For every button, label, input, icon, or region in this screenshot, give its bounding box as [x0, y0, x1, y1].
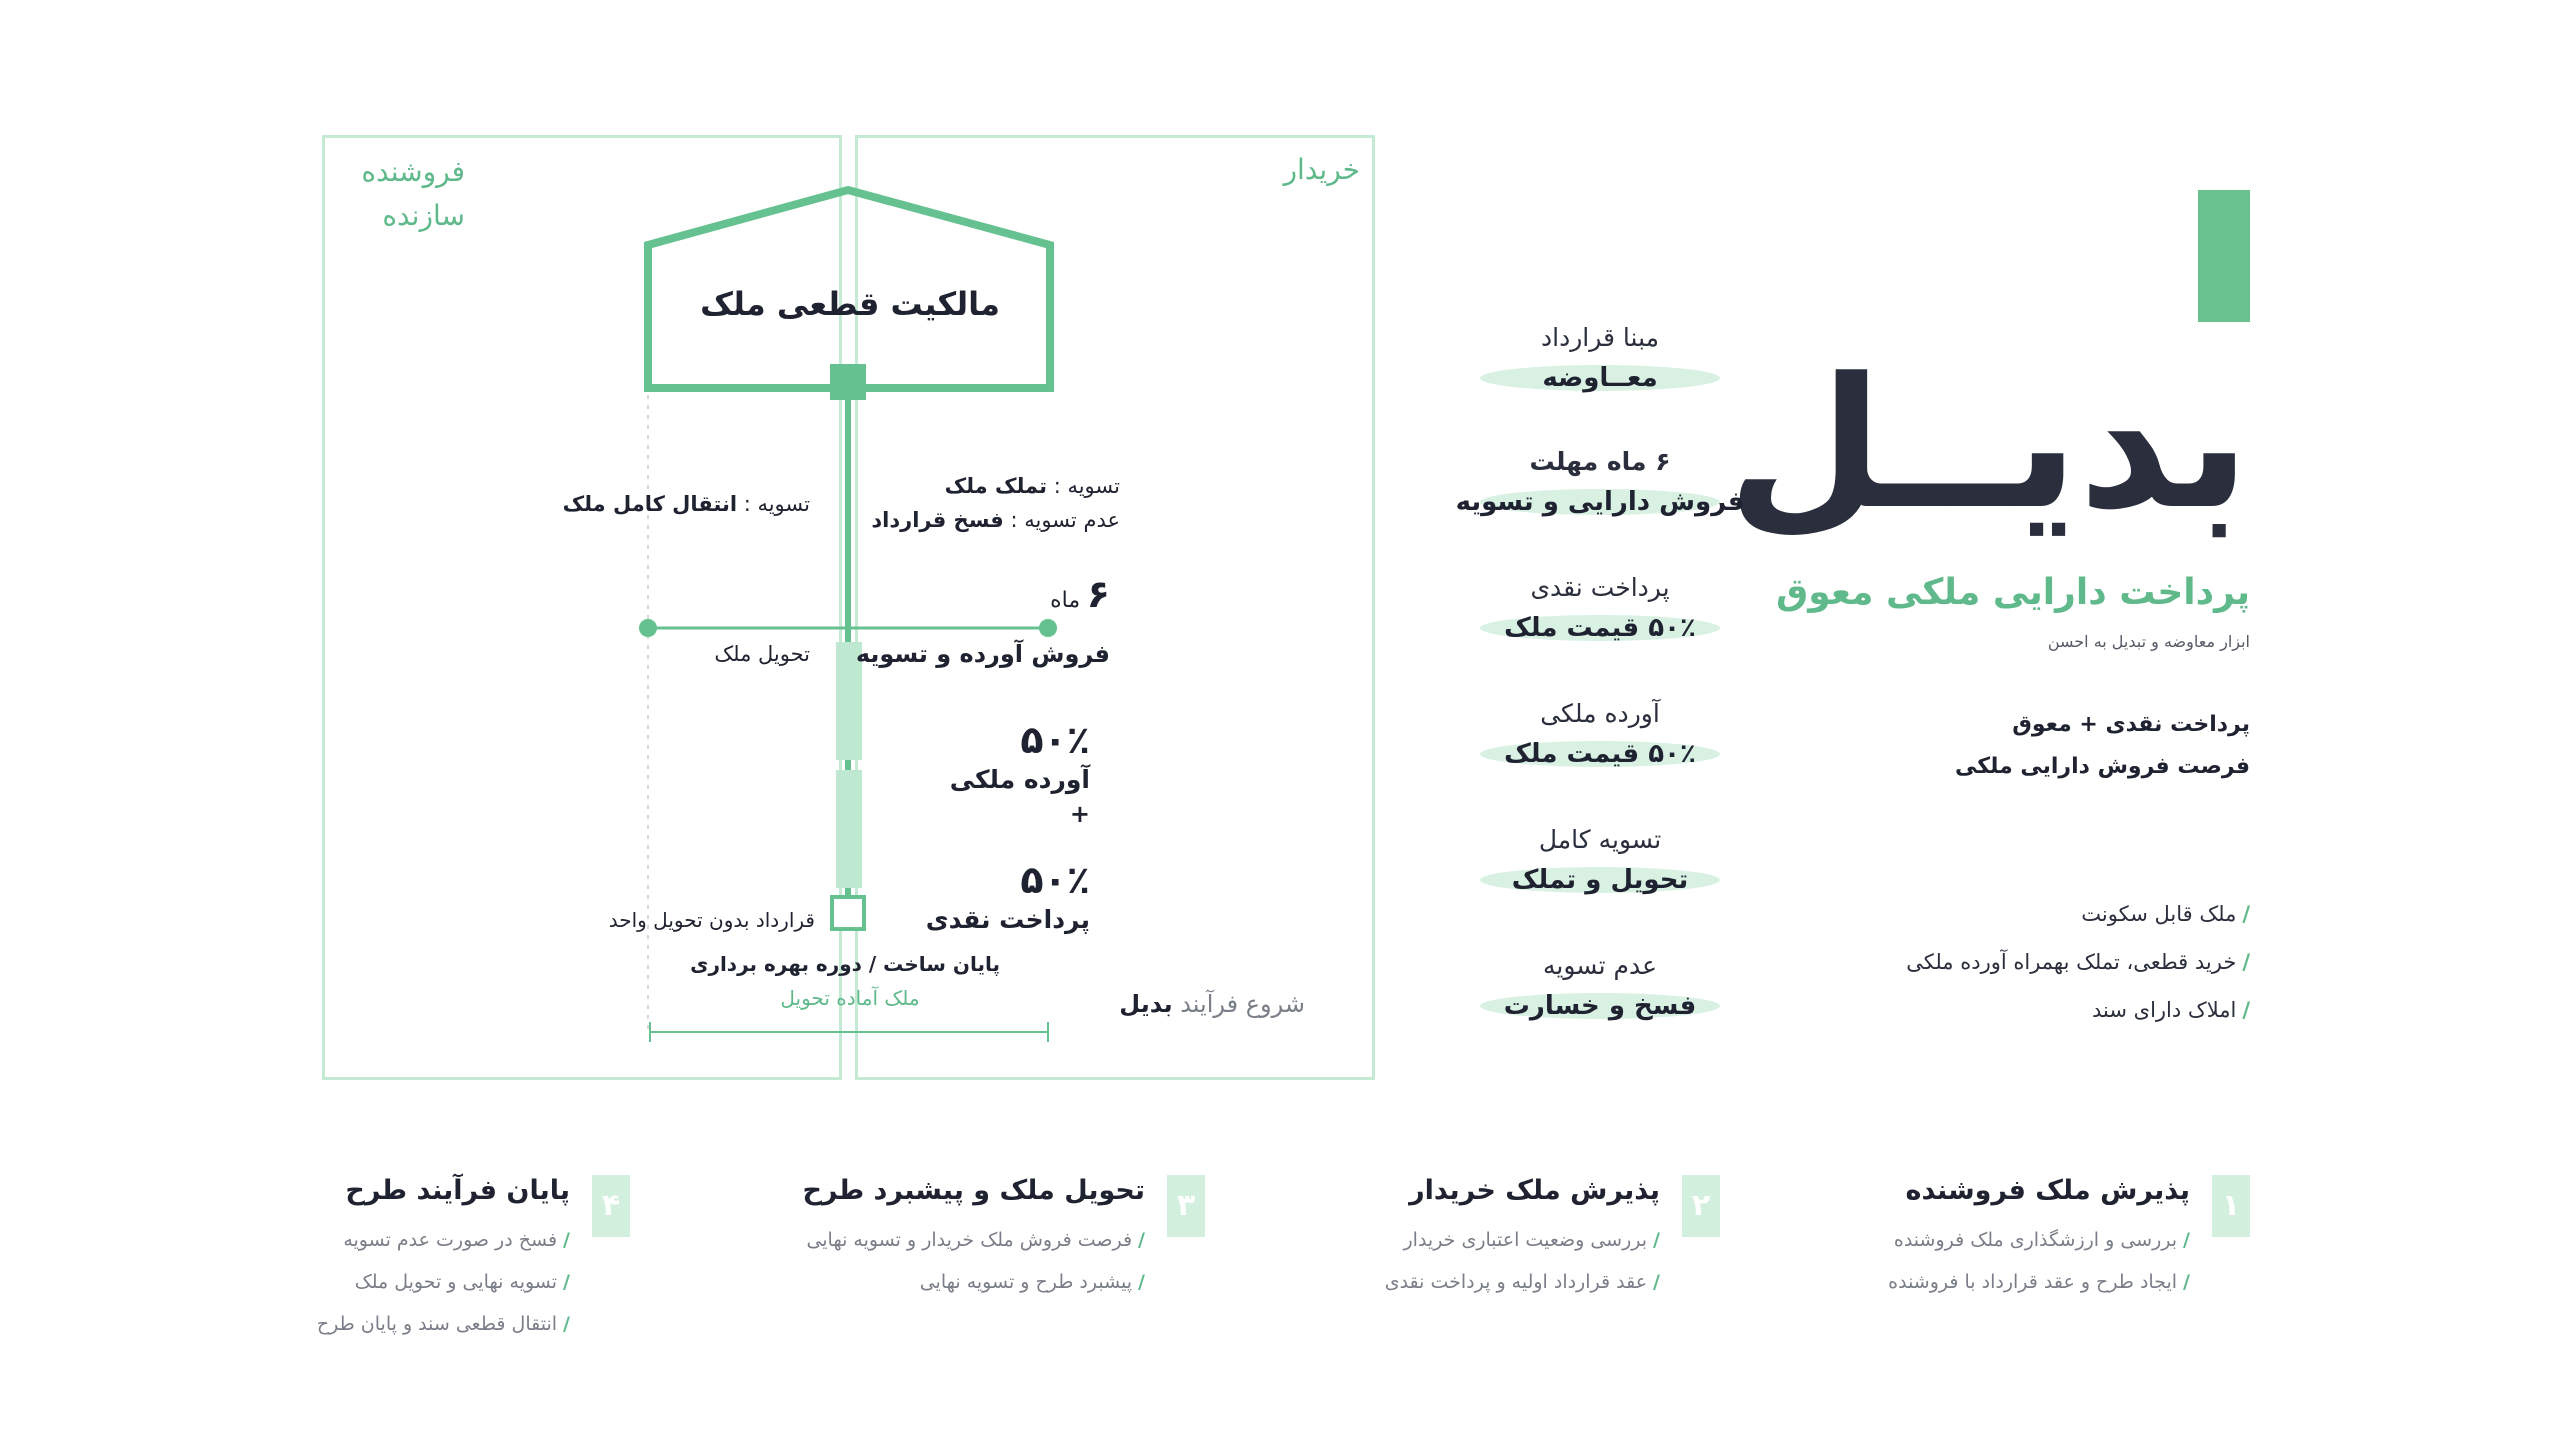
step-title: پایان فرآیند طرح — [345, 1175, 570, 1206]
brand-subtitle: ابزار معاوضه و تبدیل به احسن — [2047, 632, 2250, 651]
start-square — [832, 897, 864, 929]
step-title: پذیرش ملک خریدار — [1409, 1175, 1660, 1206]
feature-non-settlement: عدم تسویه فسخ و خسارت — [1440, 946, 1760, 1026]
slash-icon: / — [563, 1229, 570, 1251]
cash-bar — [836, 770, 862, 888]
summary-line: فرصت فروش دارایی ملکی — [1955, 754, 2250, 779]
feature-contract-basis: مبنا قرارداد معــاوضه — [1440, 318, 1760, 398]
step-4 — [30, 1175, 630, 1375]
step-items — [317, 1219, 570, 1345]
step-2 — [1120, 1175, 1720, 1375]
builder-label: سازنده — [382, 199, 465, 232]
list-item: /فرصت فروش ملک خریدار و تسویه نهایی — [806, 1229, 1145, 1251]
summary-line: پرداخت نقدی + معوق — [2012, 712, 2250, 737]
process-start: شروع فرآیند بدیل — [1119, 990, 1305, 1018]
branch-dot-left — [639, 619, 657, 637]
construction-end: پایان ساخت / دوره بهره برداری — [690, 952, 1000, 976]
settle-note: تسویه : تملک ملک — [944, 474, 1120, 498]
list-item: /پیشبرد طرح و تسویه نهایی — [919, 1271, 1145, 1293]
step-number: ۲ — [1682, 1175, 1720, 1237]
brand-title: بدیــل — [1727, 340, 2250, 549]
step-1 — [1650, 1175, 2250, 1375]
seller-settle-note: تسویه : انتقال کامل ملک — [562, 492, 810, 516]
months-note: ۶ ماه — [1050, 572, 1110, 616]
slash-icon: / — [2242, 902, 2250, 926]
branch-dot-right — [1039, 619, 1057, 637]
nonsettle-note: عدم تسویه : فسخ قرارداد — [871, 508, 1120, 532]
contribution-pct: ۵۰٪ — [1020, 718, 1090, 762]
slash-icon: / — [563, 1271, 570, 1293]
sell-settle-note: فروش آورده و تسویه — [855, 640, 1110, 668]
list-item: /تسویه نهایی و تحویل ملک — [354, 1271, 570, 1293]
step-items — [806, 1219, 1145, 1303]
feature-cash-payment: پرداخت نقدی ۵۰٪ قیمت ملک — [1440, 568, 1760, 648]
list-item: /بررسی وضعیت اعتباری خریدار — [1403, 1229, 1660, 1251]
slash-icon: / — [563, 1313, 570, 1335]
brand-tagline: پرداخت دارایی ملکی معوق — [1776, 572, 2250, 613]
list-item: /ایجاد طرح و عقد قرارداد با فروشنده — [1888, 1271, 2190, 1293]
handover-note: تحویل ملک — [714, 642, 810, 666]
feature-full-settlement: تسویه کامل تحویل و تملک — [1440, 820, 1760, 900]
house-label: مالکیت قطعی ملک — [700, 285, 1000, 323]
list-item: /فسخ در صورت عدم تسویه — [343, 1229, 570, 1251]
house-connector-square — [830, 364, 866, 400]
slash-icon: / — [2183, 1229, 2190, 1251]
step-number: ۳ — [1167, 1175, 1205, 1237]
slash-icon: / — [2242, 998, 2250, 1022]
list-item: /بررسی و ارزشگذاری ملک فروشنده — [1893, 1229, 2190, 1251]
step-number: ۱ — [2212, 1175, 2250, 1237]
slash-icon: / — [1138, 1271, 1145, 1293]
contract-no-delivery: قرارداد بدون تحویل واحد — [608, 908, 815, 932]
slash-icon: / — [1138, 1229, 1145, 1251]
ready-property: ملک آماده تحویل — [780, 986, 920, 1010]
slash-icon: / — [2242, 950, 2250, 974]
list-item: /ملک قابل سکونت — [2081, 902, 2250, 926]
step-title: پذیرش ملک فروشنده — [1905, 1175, 2190, 1206]
step-title: تحویل ملک و پیشبرد طرح — [802, 1175, 1145, 1206]
step-number: ۴ — [592, 1175, 630, 1237]
contribution-label: آورده ملکی — [949, 765, 1090, 794]
slash-icon: / — [1653, 1271, 1660, 1293]
list-item: /عقد قرارداد اولیه و پرداخت نقدی — [1384, 1271, 1660, 1293]
step-items — [1385, 1219, 1660, 1303]
feature-property-contribution: آورده ملکی ۵۰٪ قیمت ملک — [1440, 694, 1760, 774]
buyer-label: خریدار — [1283, 153, 1360, 186]
slash-icon: / — [2183, 1271, 2190, 1293]
list-item: /املاک دارای سند — [2092, 998, 2250, 1022]
step-3 — [605, 1175, 1205, 1375]
list-item: /انتقال قطعی سند و پایان طرح — [316, 1313, 570, 1335]
feature-deadline: ۶ ماه مهلت فروش دارایی و تسویه — [1455, 447, 1745, 517]
cash-pct: ۵۰٪ — [1020, 858, 1090, 902]
slash-icon: / — [1653, 1229, 1660, 1251]
cash-label: پرداخت نقدی — [925, 905, 1090, 934]
list-item: /خرید قطعی، تملک بهمراه آورده ملکی — [1906, 950, 2250, 974]
step-items — [1888, 1219, 2190, 1303]
seller-label: فروشنده — [361, 155, 465, 188]
plus-sign: + — [1069, 800, 1090, 828]
